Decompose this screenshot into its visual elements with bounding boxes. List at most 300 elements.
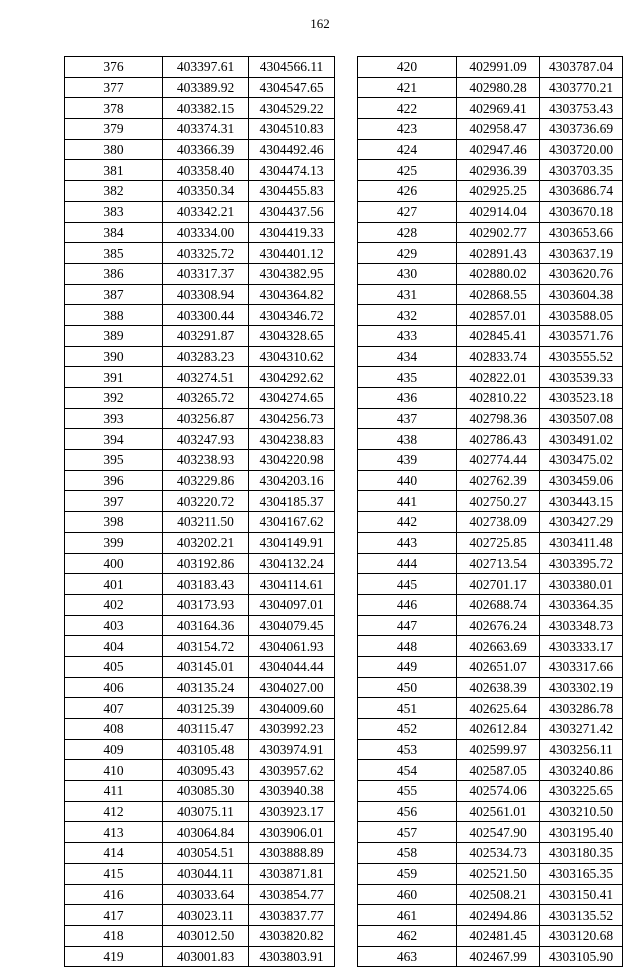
table-row (358, 863, 623, 884)
table-row (358, 77, 623, 98)
point-number-cell: 392 (65, 388, 163, 409)
x-coordinate-cell: 402663.69 (457, 636, 540, 657)
point-number-cell: 432 (358, 305, 457, 326)
table-row (358, 946, 623, 967)
point-number-cell: 450 (358, 677, 457, 698)
point-number-cell: 447 (358, 615, 457, 636)
y-coordinate-cell: 4303653.66 (540, 222, 623, 243)
table-row (358, 98, 623, 119)
y-coordinate-cell: 4303837.77 (249, 905, 335, 926)
x-coordinate-cell: 402925.25 (457, 181, 540, 202)
point-number-cell: 387 (65, 284, 163, 305)
x-coordinate-cell: 402798.36 (457, 408, 540, 429)
x-coordinate-cell: 403202.21 (163, 532, 249, 553)
x-coordinate-cell: 403366.39 (163, 139, 249, 160)
y-coordinate-cell: 4303459.06 (540, 470, 623, 491)
table-row (65, 553, 335, 574)
table-row (65, 719, 335, 740)
y-coordinate-cell: 4303348.73 (540, 615, 623, 636)
point-number-cell: 411 (65, 781, 163, 802)
y-coordinate-cell: 4303523.18 (540, 388, 623, 409)
point-number-cell: 398 (65, 512, 163, 533)
point-number-cell: 421 (358, 77, 457, 98)
x-coordinate-cell: 402833.74 (457, 346, 540, 367)
y-coordinate-cell: 4304149.91 (249, 532, 335, 553)
table-row (358, 388, 623, 409)
point-number-cell: 402 (65, 594, 163, 615)
x-coordinate-cell: 403342.21 (163, 201, 249, 222)
y-coordinate-cell: 4303906.01 (249, 822, 335, 843)
point-number-cell: 458 (358, 843, 457, 864)
point-number-cell: 396 (65, 470, 163, 491)
y-coordinate-cell: 4303195.40 (540, 822, 623, 843)
x-coordinate-cell: 402891.43 (457, 243, 540, 264)
y-coordinate-cell: 4304061.93 (249, 636, 335, 657)
table-row (65, 491, 335, 512)
table-row (358, 491, 623, 512)
table-row (65, 346, 335, 367)
y-coordinate-cell: 4303670.18 (540, 201, 623, 222)
x-coordinate-cell: 402947.46 (457, 139, 540, 160)
point-number-cell: 395 (65, 450, 163, 471)
x-coordinate-cell: 402936.39 (457, 160, 540, 181)
y-coordinate-cell: 4303588.05 (540, 305, 623, 326)
y-coordinate-cell: 4303105.90 (540, 946, 623, 967)
table-row (358, 636, 623, 657)
table-row (358, 739, 623, 760)
y-coordinate-cell: 4304079.45 (249, 615, 335, 636)
table-row (358, 325, 623, 346)
y-coordinate-cell: 4303787.04 (540, 57, 623, 78)
x-coordinate-cell: 402786.43 (457, 429, 540, 450)
point-number-cell: 419 (65, 946, 163, 967)
x-coordinate-cell: 403075.11 (163, 801, 249, 822)
table-row (358, 677, 623, 698)
x-coordinate-cell: 403192.86 (163, 553, 249, 574)
point-number-cell: 436 (358, 388, 457, 409)
point-number-cell: 434 (358, 346, 457, 367)
x-coordinate-cell: 403229.86 (163, 470, 249, 491)
table-row (65, 98, 335, 119)
x-coordinate-cell: 402481.45 (457, 925, 540, 946)
y-coordinate-cell: 4303380.01 (540, 574, 623, 595)
x-coordinate-cell: 403001.83 (163, 946, 249, 967)
x-coordinate-cell: 402599.97 (457, 739, 540, 760)
table-row (358, 139, 623, 160)
x-coordinate-cell: 403054.51 (163, 843, 249, 864)
point-number-cell: 376 (65, 57, 163, 78)
point-number-cell: 433 (358, 325, 457, 346)
x-coordinate-cell: 402810.22 (457, 388, 540, 409)
x-coordinate-cell: 403389.92 (163, 77, 249, 98)
x-coordinate-cell: 402969.41 (457, 98, 540, 119)
point-number-cell: 407 (65, 698, 163, 719)
table-row (358, 408, 623, 429)
x-coordinate-cell: 402587.05 (457, 760, 540, 781)
x-coordinate-cell: 403115.47 (163, 719, 249, 740)
table-row (358, 181, 623, 202)
x-coordinate-cell: 402774.44 (457, 450, 540, 471)
y-coordinate-cell: 4303940.38 (249, 781, 335, 802)
table-row (358, 263, 623, 284)
y-coordinate-cell: 4304203.16 (249, 470, 335, 491)
page-number: 162 (310, 16, 330, 31)
table-row (65, 57, 335, 78)
point-number-cell: 416 (65, 884, 163, 905)
point-number-cell: 453 (358, 739, 457, 760)
table-row (358, 284, 623, 305)
x-coordinate-cell: 403325.72 (163, 243, 249, 264)
y-coordinate-cell: 4303364.35 (540, 594, 623, 615)
x-coordinate-cell: 403135.24 (163, 677, 249, 698)
y-coordinate-cell: 4304346.72 (249, 305, 335, 326)
x-coordinate-cell: 402980.28 (457, 77, 540, 98)
x-coordinate-cell: 402762.39 (457, 470, 540, 491)
point-number-cell: 457 (358, 822, 457, 843)
y-coordinate-cell: 4303604.38 (540, 284, 623, 305)
y-coordinate-cell: 4303210.50 (540, 801, 623, 822)
x-coordinate-cell: 402991.09 (457, 57, 540, 78)
y-coordinate-cell: 4304547.65 (249, 77, 335, 98)
table-row (65, 450, 335, 471)
point-number-cell: 438 (358, 429, 457, 450)
table-row (358, 925, 623, 946)
x-coordinate-cell: 403145.01 (163, 656, 249, 677)
x-coordinate-cell: 403247.93 (163, 429, 249, 450)
table-row (65, 222, 335, 243)
y-coordinate-cell: 4304401.12 (249, 243, 335, 264)
y-coordinate-cell: 4303974.91 (249, 739, 335, 760)
table-row (358, 57, 623, 78)
x-coordinate-cell: 403211.50 (163, 512, 249, 533)
table-row (65, 243, 335, 264)
point-number-cell: 417 (65, 905, 163, 926)
y-coordinate-cell: 4303736.69 (540, 119, 623, 140)
table-row (358, 822, 623, 843)
table-row (358, 470, 623, 491)
table-row (358, 843, 623, 864)
table-row (358, 201, 623, 222)
y-coordinate-cell: 4304455.83 (249, 181, 335, 202)
table-row (358, 243, 623, 264)
x-coordinate-cell: 403374.31 (163, 119, 249, 140)
table-row (358, 429, 623, 450)
x-coordinate-cell: 402625.64 (457, 698, 540, 719)
y-coordinate-cell: 4304474.13 (249, 160, 335, 181)
table-row (65, 532, 335, 553)
x-coordinate-cell: 403358.40 (163, 160, 249, 181)
table-row (65, 367, 335, 388)
point-number-cell: 428 (358, 222, 457, 243)
point-number-cell: 425 (358, 160, 457, 181)
x-coordinate-cell: 402845.41 (457, 325, 540, 346)
x-coordinate-cell: 403265.72 (163, 388, 249, 409)
y-coordinate-cell: 4303395.72 (540, 553, 623, 574)
x-coordinate-cell: 402914.04 (457, 201, 540, 222)
point-number-cell: 382 (65, 181, 163, 202)
table-row (65, 781, 335, 802)
table-row (65, 760, 335, 781)
point-number-cell: 420 (358, 57, 457, 78)
point-number-cell: 443 (358, 532, 457, 553)
table-row (358, 367, 623, 388)
y-coordinate-cell: 4303135.52 (540, 905, 623, 926)
table-row (65, 119, 335, 140)
table-row (65, 801, 335, 822)
y-coordinate-cell: 4303507.08 (540, 408, 623, 429)
coordinates-table-left (64, 56, 335, 967)
x-coordinate-cell: 402467.99 (457, 946, 540, 967)
y-coordinate-cell: 4303491.02 (540, 429, 623, 450)
table-row (65, 843, 335, 864)
table-row (358, 801, 623, 822)
table-row (65, 325, 335, 346)
y-coordinate-cell: 4304009.60 (249, 698, 335, 719)
y-coordinate-cell: 4304566.11 (249, 57, 335, 78)
table-row (65, 698, 335, 719)
x-coordinate-cell: 403012.50 (163, 925, 249, 946)
y-coordinate-cell: 4303225.65 (540, 781, 623, 802)
y-coordinate-cell: 4303770.21 (540, 77, 623, 98)
table-row (65, 160, 335, 181)
point-number-cell: 401 (65, 574, 163, 595)
table-row (65, 139, 335, 160)
table-row (65, 263, 335, 284)
x-coordinate-cell: 403095.43 (163, 760, 249, 781)
table-row (65, 739, 335, 760)
y-coordinate-cell: 4304220.98 (249, 450, 335, 471)
x-coordinate-cell: 402508.21 (457, 884, 540, 905)
point-number-cell: 414 (65, 843, 163, 864)
x-coordinate-cell: 403023.11 (163, 905, 249, 926)
x-coordinate-cell: 403183.43 (163, 574, 249, 595)
point-number-cell: 442 (358, 512, 457, 533)
table-row (65, 925, 335, 946)
y-coordinate-cell: 4303803.91 (249, 946, 335, 967)
point-number-cell: 388 (65, 305, 163, 326)
y-coordinate-cell: 4304382.95 (249, 263, 335, 284)
point-number-cell: 389 (65, 325, 163, 346)
point-number-cell: 399 (65, 532, 163, 553)
y-coordinate-cell: 4303753.43 (540, 98, 623, 119)
point-number-cell: 406 (65, 677, 163, 698)
x-coordinate-cell: 402688.74 (457, 594, 540, 615)
y-coordinate-cell: 4304238.83 (249, 429, 335, 450)
y-coordinate-cell: 4303555.52 (540, 346, 623, 367)
y-coordinate-cell: 4304310.62 (249, 346, 335, 367)
y-coordinate-cell: 4303333.17 (540, 636, 623, 657)
x-coordinate-cell: 402958.47 (457, 119, 540, 140)
y-coordinate-cell: 4303120.68 (540, 925, 623, 946)
y-coordinate-cell: 4303256.11 (540, 739, 623, 760)
table-row (358, 450, 623, 471)
point-number-cell: 449 (358, 656, 457, 677)
point-number-cell: 445 (358, 574, 457, 595)
table-row (65, 574, 335, 595)
point-number-cell: 460 (358, 884, 457, 905)
point-number-cell: 431 (358, 284, 457, 305)
coordinates-table-right (357, 56, 623, 967)
point-number-cell: 439 (358, 450, 457, 471)
y-coordinate-cell: 4303820.82 (249, 925, 335, 946)
y-coordinate-cell: 4304097.01 (249, 594, 335, 615)
point-number-cell: 403 (65, 615, 163, 636)
y-coordinate-cell: 4303539.33 (540, 367, 623, 388)
table-row (358, 760, 623, 781)
y-coordinate-cell: 4303180.35 (540, 843, 623, 864)
table-row (358, 719, 623, 740)
x-coordinate-cell: 403064.84 (163, 822, 249, 843)
point-number-cell: 455 (358, 781, 457, 802)
table-row (358, 553, 623, 574)
table-row (65, 470, 335, 491)
point-number-cell: 409 (65, 739, 163, 760)
point-number-cell: 391 (65, 367, 163, 388)
point-number-cell: 384 (65, 222, 163, 243)
table-row (65, 946, 335, 967)
x-coordinate-cell: 402494.86 (457, 905, 540, 926)
table-row (65, 284, 335, 305)
point-number-cell: 390 (65, 346, 163, 367)
point-number-cell: 435 (358, 367, 457, 388)
point-number-cell: 448 (358, 636, 457, 657)
table-row (65, 884, 335, 905)
x-coordinate-cell: 402822.01 (457, 367, 540, 388)
y-coordinate-cell: 4304529.22 (249, 98, 335, 119)
y-coordinate-cell: 4304419.33 (249, 222, 335, 243)
table-row (358, 781, 623, 802)
x-coordinate-cell: 403397.61 (163, 57, 249, 78)
table-row (65, 512, 335, 533)
y-coordinate-cell: 4303317.66 (540, 656, 623, 677)
point-number-cell: 444 (358, 553, 457, 574)
table-row (65, 822, 335, 843)
x-coordinate-cell: 403033.64 (163, 884, 249, 905)
point-number-cell: 462 (358, 925, 457, 946)
table-row (358, 884, 623, 905)
x-coordinate-cell: 403350.34 (163, 181, 249, 202)
y-coordinate-cell: 4303620.76 (540, 263, 623, 284)
x-coordinate-cell: 403274.51 (163, 367, 249, 388)
table-row (358, 698, 623, 719)
point-number-cell: 379 (65, 119, 163, 140)
point-number-cell: 380 (65, 139, 163, 160)
y-coordinate-cell: 4303871.81 (249, 863, 335, 884)
y-coordinate-cell: 4303475.02 (540, 450, 623, 471)
point-number-cell: 454 (358, 760, 457, 781)
x-coordinate-cell: 402880.02 (457, 263, 540, 284)
x-coordinate-cell: 403238.93 (163, 450, 249, 471)
x-coordinate-cell: 403256.87 (163, 408, 249, 429)
x-coordinate-cell: 402701.17 (457, 574, 540, 595)
y-coordinate-cell: 4303888.89 (249, 843, 335, 864)
y-coordinate-cell: 4303720.00 (540, 139, 623, 160)
point-number-cell: 405 (65, 656, 163, 677)
y-coordinate-cell: 4303957.62 (249, 760, 335, 781)
y-coordinate-cell: 4304328.65 (249, 325, 335, 346)
point-number-cell: 441 (358, 491, 457, 512)
y-coordinate-cell: 4304132.24 (249, 553, 335, 574)
x-coordinate-cell: 402638.39 (457, 677, 540, 698)
point-number-cell: 385 (65, 243, 163, 264)
table-row (358, 222, 623, 243)
table-row (358, 615, 623, 636)
point-number-cell: 377 (65, 77, 163, 98)
point-number-cell: 378 (65, 98, 163, 119)
table-row (358, 346, 623, 367)
x-coordinate-cell: 403125.39 (163, 698, 249, 719)
table-row (358, 160, 623, 181)
y-coordinate-cell: 4303411.48 (540, 532, 623, 553)
table-row (65, 305, 335, 326)
x-coordinate-cell: 403044.11 (163, 863, 249, 884)
point-number-cell: 386 (65, 263, 163, 284)
y-coordinate-cell: 4303637.19 (540, 243, 623, 264)
y-coordinate-cell: 4304364.82 (249, 284, 335, 305)
x-coordinate-cell: 403291.87 (163, 325, 249, 346)
y-coordinate-cell: 4304437.56 (249, 201, 335, 222)
x-coordinate-cell: 403220.72 (163, 491, 249, 512)
x-coordinate-cell: 403300.44 (163, 305, 249, 326)
point-number-cell: 424 (358, 139, 457, 160)
table-row (65, 408, 335, 429)
table-row (65, 636, 335, 657)
y-coordinate-cell: 4303854.77 (249, 884, 335, 905)
y-coordinate-cell: 4304167.62 (249, 512, 335, 533)
table-row (358, 594, 623, 615)
x-coordinate-cell: 402651.07 (457, 656, 540, 677)
y-coordinate-cell: 4303240.86 (540, 760, 623, 781)
y-coordinate-cell: 4304492.46 (249, 139, 335, 160)
point-number-cell: 451 (358, 698, 457, 719)
table-row (65, 181, 335, 202)
table-row (358, 574, 623, 595)
y-coordinate-cell: 4304274.65 (249, 388, 335, 409)
point-number-cell: 413 (65, 822, 163, 843)
point-number-cell: 422 (358, 98, 457, 119)
x-coordinate-cell: 402902.77 (457, 222, 540, 243)
y-coordinate-cell: 4303443.15 (540, 491, 623, 512)
y-coordinate-cell: 4304510.83 (249, 119, 335, 140)
y-coordinate-cell: 4304185.37 (249, 491, 335, 512)
point-number-cell: 423 (358, 119, 457, 140)
x-coordinate-cell: 402713.54 (457, 553, 540, 574)
table-row (65, 615, 335, 636)
point-number-cell: 410 (65, 760, 163, 781)
table-row (358, 119, 623, 140)
table-row (65, 594, 335, 615)
table-row (65, 677, 335, 698)
point-number-cell: 437 (358, 408, 457, 429)
point-number-cell: 393 (65, 408, 163, 429)
point-number-cell: 394 (65, 429, 163, 450)
x-coordinate-cell: 402725.85 (457, 532, 540, 553)
y-coordinate-cell: 4303150.41 (540, 884, 623, 905)
x-coordinate-cell: 403283.23 (163, 346, 249, 367)
x-coordinate-cell: 403308.94 (163, 284, 249, 305)
point-number-cell: 412 (65, 801, 163, 822)
x-coordinate-cell: 402857.01 (457, 305, 540, 326)
point-number-cell: 429 (358, 243, 457, 264)
y-coordinate-cell: 4303286.78 (540, 698, 623, 719)
point-number-cell: 381 (65, 160, 163, 181)
table-row (65, 201, 335, 222)
x-coordinate-cell: 402561.01 (457, 801, 540, 822)
y-coordinate-cell: 4303165.35 (540, 863, 623, 884)
y-coordinate-cell: 4304114.61 (249, 574, 335, 595)
x-coordinate-cell: 403105.48 (163, 739, 249, 760)
y-coordinate-cell: 4303703.35 (540, 160, 623, 181)
